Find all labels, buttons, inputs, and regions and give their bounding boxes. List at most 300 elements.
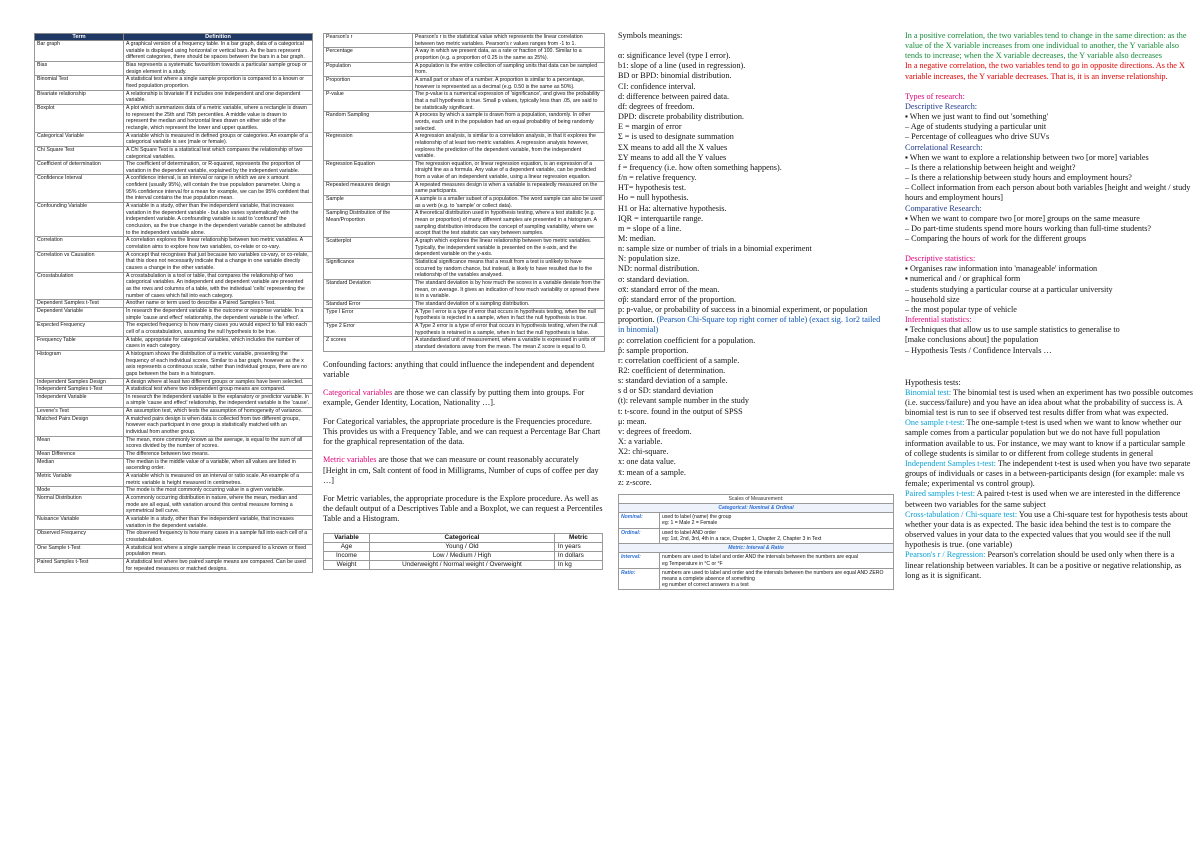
scale-desc xyxy=(660,513,894,528)
positive-correlation-note: In a positive correlation, the two variables tend to change in the same direction: as the value of the X variable increases from one individual to another, the Y variable also tends to increase; when the X variable decreases, the Y variable also decreases xyxy=(905,31,1187,61)
metric-note xyxy=(323,455,605,485)
symbol-item: σ: standard deviation. xyxy=(618,274,690,284)
table-cell: In years xyxy=(554,542,602,551)
table-row xyxy=(324,160,605,181)
inferential-statistics-list xyxy=(905,325,1193,355)
metric-text: are those that we can measure or count reasonably accurately [Height in cm, Salt content of food in Milligrams, Number of cups of coffee per day …] xyxy=(323,455,599,485)
scale-desc xyxy=(660,568,894,590)
glossary-definition: A regression analysis, is similar to a correlation analysis, in that it explores the relationship of at least two metric variables. A regression analysis however, explores the prediction of the dependent variable, from the independent variable. xyxy=(413,133,605,161)
symbol-item: s d or SD: standard deviation xyxy=(618,386,714,396)
scale-line: numbers are used to label and order AND the intervals between the numbers are equal xyxy=(662,554,858,561)
table-row xyxy=(35,104,313,132)
symbols-title: Symbols meanings: xyxy=(618,31,683,40)
glossary-definition: A Chi Square Test is a statistical test which compares the relationship of two categorical variables. xyxy=(124,146,313,160)
glossary-definition: Another name or term used to describe a Paired Samples t-Test. xyxy=(124,300,313,308)
correlational-research-title: Correlational Research: xyxy=(905,142,983,152)
glossary-left xyxy=(34,33,313,573)
glossary-definition: In research the dependent variable is the outcome or response variable. In a simple 'cause and effect' relationship, the dependent variable is the 'effect'. xyxy=(124,307,313,321)
symbol-p-text: p: p-value, or probability of success in a binomial experiment, or population proportion. xyxy=(618,305,868,325)
symbol-item: df: degrees of freedom. xyxy=(618,101,695,111)
table-row xyxy=(35,495,313,516)
scales-metric-header: Metric: Interval & Ratio xyxy=(619,544,894,553)
scale-desc xyxy=(660,528,894,543)
table-row xyxy=(35,161,313,175)
inferential-statistics-title: Inferential statistics: xyxy=(905,315,972,325)
table-row xyxy=(324,279,605,300)
table-row xyxy=(35,378,313,386)
symbol-item: Σ = is used to designate summation xyxy=(618,132,734,142)
symbol-item: DPD: discrete probability distribution. xyxy=(618,112,744,122)
glossary-right-body xyxy=(324,34,605,352)
symbol-item: p̂: sample proportion. xyxy=(618,345,689,355)
symbol-item: X2: chi-square. xyxy=(618,447,669,457)
scale-example: eg: 1st, 2nd, 3rd, 4th in a race, Chapter 1, Chapter 2, Chapter 3 in Text xyxy=(662,535,822,542)
glossary-definition: A Type 2 error is a type of error that occurs in hypothesis testing, when the null hypothesis is retained in a sample, when in fact the null hypothesis is false. xyxy=(413,322,605,336)
table-row xyxy=(35,350,313,378)
glossary-definition: Bias represents a systematic favouritism towards a particular sample group or design element in a study. xyxy=(124,61,313,75)
glossary-definition: A variable which is measured in defined groups or categories. An example of a categorical variable is sex (male or female). xyxy=(124,132,313,146)
glossary-definition: A confidence interval, is an interval or range in which we are x amount confident (usually 95%), will contain the true population parameter. Using a 95% confidence interval for a mean for example, we can be 95% confident that the interval contains the true population mean. xyxy=(124,175,313,203)
table-row xyxy=(324,210,605,238)
hypothesis-test-text: Pearson's correlation should be used only when there is a linear relationship between variables. It can be a positive or negative relationship, as long as it is significant. xyxy=(905,550,1182,580)
glossary-definition: Pearson's r is the statistical value which represents the linear correlation between two metric variables. Pearson's r values ranges from -1 to 1. xyxy=(413,34,605,48)
glossary-right-table xyxy=(323,33,605,352)
list-item: – Collect information from each person about both variables [height and weight / study hours and employment hours] xyxy=(905,183,1191,203)
scale-line: numbers are used to label and order and the intervals between the numbers are equal AND ZERO means a complete absence of something xyxy=(662,569,884,582)
symbol-item: ΣY means to add all the Y values xyxy=(618,152,727,162)
hypothesis-test-item xyxy=(905,510,1193,551)
list-item: – Hypothesis Tests / Confidence Intervals … xyxy=(905,345,1052,355)
symbol-item: BD or BPD: binomial distribution. xyxy=(618,71,732,81)
symbol-item: x̄: mean of a sample. xyxy=(618,467,686,477)
glossary-definition: The expected frequency is how many cases you would expect to fall into each cell of a crosstabulation, assuming the null hypothesis to be true. xyxy=(124,322,313,336)
glossary-term: Observed Frequency xyxy=(35,530,124,544)
list-item: [make conclusions about] the population xyxy=(905,335,1039,345)
glossary-definition: A small part or share of a number. A proportion is similar to a percentage, however is represented as a decimal (e.g. 0.50 is the same as 50%). xyxy=(413,76,605,90)
table-row xyxy=(324,48,605,62)
glossary-definition: A graph which explores the linear relationship between two metric variables. Typically, the independent variable is presented on the x-axis, and the dependent variable on the y-axis. xyxy=(413,238,605,259)
list-item: ▪ Techniques that allow us to use sample statistics to generalise to xyxy=(905,325,1120,335)
glossary-term: Confounding Variable xyxy=(35,203,124,237)
glossary-definition: A crosstabulation is a tool or table, that compares the relationship of two categorical variables. An independent and dependent variable are presented as the rows and columns of a table, with the individual 'cells' representing the number of cases which fall into each category. xyxy=(124,272,313,300)
variable-notes xyxy=(323,360,605,525)
glossary-right xyxy=(323,33,605,570)
glossary-left-header xyxy=(35,34,313,41)
glossary-term: Regression Equation xyxy=(324,160,413,181)
symbol-item: IQR = interquartile range. xyxy=(618,213,704,223)
glossary-definition: The observed frequency is how many cases in a sample fall into each cell of a crosstabulation. xyxy=(124,530,313,544)
table-row xyxy=(324,62,605,76)
scales-title-row xyxy=(619,494,894,503)
table-row xyxy=(35,175,313,203)
list-item: – household size xyxy=(905,294,960,304)
glossary-term: Confidence Interval xyxy=(35,175,124,203)
variable-col-header: Variable xyxy=(324,533,370,542)
glossary-term: Paired Samples t-Test xyxy=(35,558,124,572)
glossary-term: Standard Error xyxy=(324,300,413,308)
glossary-term: Correlation xyxy=(35,237,124,251)
table-row xyxy=(35,203,313,237)
table-row xyxy=(35,393,313,407)
table-row xyxy=(324,300,605,308)
glossary-definition: A process by which a sample is drawn from a population, randomly. In other words, each unit in the population had an equal probability of being randomly selected. xyxy=(413,112,605,133)
scale-label: Interval: xyxy=(619,553,660,568)
table-row xyxy=(35,415,313,436)
table-row xyxy=(324,133,605,161)
categorical-text: are those we can classify by putting them into groups. For example, Gender Identity, Location, Nationality …]. xyxy=(323,388,585,408)
list-item: – the most popular type of vehicle xyxy=(905,304,1017,314)
symbol-item: M: median. xyxy=(618,233,656,243)
glossary-term: Scatterplot xyxy=(324,238,413,259)
glossary-term: Crosstabulation xyxy=(35,272,124,300)
glossary-term: Sample xyxy=(324,196,413,210)
symbol-item: f = frequency (i.e. how often something happens). xyxy=(618,162,782,172)
glossary-term: Categorical Variable xyxy=(35,132,124,146)
glossary-term: Expected Frequency xyxy=(35,322,124,336)
table-row xyxy=(35,451,313,459)
glossary-definition: A variable in a study, other than the independent variable, that increases variation in the dependent variable. xyxy=(124,515,313,529)
table-row xyxy=(35,458,313,472)
glossary-term: Frequency Table xyxy=(35,336,124,350)
symbol-item: b1: slope of a line (used in regression). xyxy=(618,61,746,71)
symbol-item: f/n = relative frequency. xyxy=(618,173,697,183)
symbol-item: ρ: correlation coefficient for a population. xyxy=(618,335,756,345)
correlational-research-list xyxy=(905,153,1193,204)
table-row xyxy=(35,436,313,450)
table-row xyxy=(324,112,605,133)
glossary-term: Mean Difference xyxy=(35,451,124,459)
glossary-term: P-value xyxy=(324,91,413,112)
glossary-definition: The regression equation, or linear regression equation, is an expression of a straight line as a formula. Any value of a dependent variable, can be predicted from a value of an independent variable, using a linear regression equation. xyxy=(413,160,605,181)
table-row xyxy=(35,544,313,558)
table-row xyxy=(324,34,605,48)
glossary-term: Correlation vs Causation xyxy=(35,251,124,272)
glossary-term: Population xyxy=(324,62,413,76)
table-row xyxy=(324,308,605,322)
hypothesis-test-item xyxy=(905,550,1193,580)
glossary-term: Type I Error xyxy=(324,308,413,322)
table-row xyxy=(619,528,894,543)
table-row xyxy=(35,530,313,544)
hypothesis-test-name: Independent Samples t-test: xyxy=(905,458,996,468)
glossary-term: Normal Distribution xyxy=(35,495,124,516)
glossary-term: Type 2 Error xyxy=(324,322,413,336)
glossary-term: Coefficient of determination xyxy=(35,161,124,175)
glossary-definition: A histogram shows the distribution of a metric variable, presenting the frequency of each individual scores. Similar to a bar graph, however as the x axis represents a continuous scale, rather than individual groups, there are no gaps between the bars in a histogram. xyxy=(124,350,313,378)
table-row xyxy=(35,61,313,75)
glossary-term: Levene's Test xyxy=(35,408,124,416)
symbol-item: α: significance level (type I error). xyxy=(618,51,731,61)
glossary-definition: The standard deviation of a sampling distribution. xyxy=(413,300,605,308)
research-notes-column xyxy=(905,31,1193,581)
list-item: – Age of students studying a particular unit xyxy=(905,122,1047,132)
comparative-research-list xyxy=(905,214,1193,244)
symbol-item: R2: coefficient of determination. xyxy=(618,366,726,375)
table-row xyxy=(619,513,894,528)
table-cell: Age xyxy=(324,542,370,551)
symbol-item: CI: confidence interval. xyxy=(618,81,696,91)
hypothesis-test-name: Pearson's r / Regression: xyxy=(905,550,986,560)
glossary-definition: A population is the entire collection of sampling units that data can be sampled from. xyxy=(413,62,605,76)
list-item: – Do part-time students spend more hours working than full-time students? xyxy=(905,223,1152,233)
metric-col-header: Metric xyxy=(554,533,602,542)
symbol-item: m = slope of a line. xyxy=(618,223,682,233)
glossary-definition: A variable in a study, other than the independent variable, that increases variation in the dependent variable - but also varies systematically with the independent variable. A confounding variable is said to 'confound' the conclusion, as the true change in the dependent variable cannot be attributed to the independent variable alone. xyxy=(124,203,313,237)
symbol-item: d: difference between paired data. xyxy=(618,91,730,101)
symbol-item: x: one data value. xyxy=(618,457,676,467)
hypothesis-test-text: The binomial test is used when an experiment has two possible outcomes (i.e. success/failure) and you have an idea about what the probability of success is. A binomial test is run to see if observed test results differ from what was expected. xyxy=(905,387,1193,418)
glossary-definition: A statistical test where two paired sample means are compared. Can be used for repeated measures or matched designs. xyxy=(124,558,313,572)
table-row xyxy=(35,515,313,529)
table-row xyxy=(35,272,313,300)
scales-cat-row xyxy=(619,504,894,513)
glossary-definition: The difference between two means. xyxy=(124,451,313,459)
table-row xyxy=(35,132,313,146)
glossary-term: Percentage xyxy=(324,48,413,62)
table-cell: Weight xyxy=(324,560,370,569)
table-row xyxy=(324,238,605,259)
glossary-term: Sampling Distribution of the Mean/Proportion xyxy=(324,210,413,238)
glossary-term: Bias xyxy=(35,61,124,75)
scales-categorical-header: Categorical: Nominal & Ordinal xyxy=(619,504,894,513)
confounding-note: Confounding factors: anything that could influence the independent and dependent variable xyxy=(323,359,595,379)
table-row xyxy=(35,408,313,416)
glossary-definition: A sample is a smaller subset of a population. The word sample can also be used as a verb (e.g. to 'sample' or collect data). xyxy=(413,196,605,210)
symbol-item: Ho = null hypothesis. xyxy=(618,193,689,203)
table-cell: Low / Medium / High xyxy=(369,551,554,560)
glossary-definition: A plot which summarizes data of a metric variable, where a rectangle is drawn to represent the 25th and 75th percentiles. A middle value is drawn to represent the median and horizontal lines drawn on either side of the rectangle, which represent the lower and upper quartiles. xyxy=(124,104,313,132)
glossary-term: Random Sampling xyxy=(324,112,413,133)
glossary-term: Independent Samples t-Test xyxy=(35,386,124,394)
table-row xyxy=(324,560,603,569)
symbol-item: v: degrees of freedom. xyxy=(618,426,692,436)
scale-label: Nominal: xyxy=(619,513,660,528)
types-of-research-title: Types of research: xyxy=(905,91,965,101)
list-item: ▪ When we want to explore a relationship between two [or more] variables xyxy=(905,152,1149,162)
glossary-definition: A theoretical distribution used in hypothesis testing, where a test statistic (e.g. mean or proportion) of many different samples are presented in a histogram. A sampling distribution introduces the concept of sampling variability, where we accept that the test statistic can vary between samples. xyxy=(413,210,605,238)
glossary-term: Standard Deviation xyxy=(324,279,413,300)
symbol-item: σp̂: standard error of the proportion. xyxy=(618,294,737,304)
categorical-term: Categorical variables xyxy=(323,388,393,398)
scale-example: eg: 1 = Male 2 = Female xyxy=(662,520,718,527)
table-cell: In dollars xyxy=(554,551,602,560)
glossary-term: Independent Variable xyxy=(35,393,124,407)
symbol-item: H1 or Ha: alternative hypothesis. xyxy=(618,203,727,213)
glossary-definition: A way in which we present data, as a rate or fraction of 100. Similar to a proportion (e.g. a proportion of 0.25 is the same as 25%). xyxy=(413,48,605,62)
table-row xyxy=(35,558,313,572)
table-row xyxy=(35,336,313,350)
table-row xyxy=(324,181,605,195)
scales-title: Scales of Measurement: xyxy=(619,494,894,503)
list-item: – Is there a relationship between study hours and employment hours? xyxy=(905,173,1132,183)
glossary-term: Metric Variable xyxy=(35,473,124,487)
negative-correlation-note: In a negative correlation, the two variables tend to go in opposite directions. As the X variable increases, the Y variable decreases. That is, it is an inverse relationship. xyxy=(905,61,1185,81)
descriptive-research-list xyxy=(905,112,1193,142)
table-cell: Young / Old xyxy=(369,542,554,551)
table-row xyxy=(324,337,605,351)
table-row xyxy=(324,551,603,560)
glossary-definition: A matched pairs design is when data is collected from two different groups, however each participant in one group is statistically matched with an individual from another group. xyxy=(124,415,313,436)
glossary-definition: A graphical version of a frequency table. In a bar graph, data of a categorical variable is displayed using horizontal or vertical bars. As the bars represent different categories, there should be spaces between the bars in a bar graph. xyxy=(124,41,313,62)
table-row xyxy=(35,300,313,308)
glossary-definition: A correlation explores the linear relationship between two metric variables. A correlation aims to explore how two variables, co-relate or co-vary. xyxy=(124,237,313,251)
table-row xyxy=(619,553,894,568)
table-row xyxy=(35,251,313,272)
variable-types-table xyxy=(323,533,603,570)
table-row xyxy=(35,487,313,495)
table-row xyxy=(324,196,605,210)
glossary-definition: A relationship is bivariate if it includes one independent and one dependent variable. xyxy=(124,90,313,104)
list-item: – Percentage of colleagues who drive SUVs xyxy=(905,132,1050,142)
list-item: – Is there a relationship between height and weight? xyxy=(905,162,1076,172)
glossary-term: Mode xyxy=(35,487,124,495)
scale-label: Ordinal: xyxy=(619,528,660,543)
hypothesis-test-item xyxy=(905,489,1193,509)
glossary-term: Independent Samples Design xyxy=(35,378,124,386)
glossary-definition: A table, appropriate for categorical variables, which includes the number of cases in each category. xyxy=(124,336,313,350)
glossary-term: Median xyxy=(35,458,124,472)
hypothesis-test-name: Binomial test: xyxy=(905,387,952,397)
symbols-list-2 xyxy=(618,336,888,488)
scales-metric-row xyxy=(619,544,894,553)
table-row xyxy=(35,41,313,62)
glossary-term: One Sample t-Test xyxy=(35,544,124,558)
table-cell: Underweight / Normal weight / Overweight xyxy=(369,560,554,569)
table-cell: In kg xyxy=(554,560,602,569)
hypothesis-test-item xyxy=(905,388,1193,418)
table-row xyxy=(35,76,313,90)
glossary-term: Dependent Variable xyxy=(35,307,124,321)
glossary-definition: A statistical test where two independent group means are compared. xyxy=(124,386,313,394)
hypothesis-test-name: Paired samples t-test: xyxy=(905,489,976,499)
scale-line: used to label (name) the group xyxy=(662,514,732,521)
categorical-note xyxy=(323,388,605,408)
glossary-term: Mean xyxy=(35,436,124,450)
symbol-item: n: sample size or number of trials in a binomial experiment xyxy=(618,244,812,254)
comparative-research-title: Comparative Research: xyxy=(905,203,982,213)
definition-header: Definition xyxy=(124,34,313,41)
glossary-term: Bar graph xyxy=(35,41,124,62)
descriptive-statistics-list xyxy=(905,264,1193,315)
symbol-item: ΣX means to add all the X values xyxy=(618,142,728,152)
table-row xyxy=(35,307,313,321)
symbol-p-note: (Pearson Chi-Square top right corner of table) (exact sig. 1or2 tailed in binomial) xyxy=(618,315,881,335)
scale-example: eg Temperature in °C or °F xyxy=(662,560,723,567)
glossary-term: Repeated measures design xyxy=(324,181,413,195)
table-cell: Income xyxy=(324,551,370,560)
symbol-item: r: correlation coefficient of a sample. xyxy=(618,355,740,365)
scales-table xyxy=(618,494,894,590)
descriptive-research-title: Descriptive Research: xyxy=(905,101,978,111)
glossary-definition: The coefficient of determination, or R-squared, represents the proportion of variation in the dependent variable, explained by the independent variable. xyxy=(124,161,313,175)
glossary-definition: A statistical test where a single sample mean is compared to a known or fixed population mean. xyxy=(124,544,313,558)
list-item: – students studying a particular course at a particular university xyxy=(905,284,1113,294)
glossary-definition: In research the independent variable is the explanatory or predictor variable. In a simple 'cause and effect' relationship, the independent variable is the 'cause'. xyxy=(124,393,313,407)
list-item: ▪ When we just want to find out 'something' xyxy=(905,112,1049,122)
scale-label: Ratio: xyxy=(619,568,660,590)
symbol-item: HT= hypothesis test. xyxy=(618,183,687,193)
glossary-definition: A repeated measures design is when a variable is repeatedly measured on the same participants. xyxy=(413,181,605,195)
hypothesis-test-name: Cross-tabulation / Chi-square test: xyxy=(905,509,1018,519)
table-row xyxy=(324,259,605,280)
hypothesis-test-item xyxy=(905,459,1193,489)
table-row xyxy=(35,322,313,336)
descriptive-statistics-title: Descriptive statistics: xyxy=(905,254,976,264)
symbol-item: ND: normal distribution. xyxy=(618,264,700,274)
glossary-definition: The mean, more commonly known as the average, is equal to the sum of all scores divided by the number of scores. xyxy=(124,436,313,450)
glossary-term: Dependent Samples t-Test xyxy=(35,300,124,308)
metric-term: Metric variables xyxy=(323,455,377,465)
glossary-term: Significance xyxy=(324,259,413,280)
glossary-term: Bivariate relationship xyxy=(35,90,124,104)
symbol-item: X: a variable. xyxy=(618,437,663,447)
glossary-term: Binomial Test xyxy=(35,76,124,90)
glossary-definition: The p-value is a numerical expression of 'significance', and gives the probability that a null hypothesis is true. Small p values, typically less than .05, are said to be statistically significant. xyxy=(413,91,605,112)
glossary-term: Chi Square Test xyxy=(35,146,124,160)
glossary-definition: A statistical test where a single sample proportion is compared to a known or fixed population proportion. xyxy=(124,76,313,90)
table-row xyxy=(35,237,313,251)
symbol-p-item xyxy=(618,305,888,335)
scale-desc xyxy=(660,553,894,568)
hypothesis-tests-list xyxy=(905,388,1193,581)
table-row xyxy=(35,386,313,394)
glossary-left-body xyxy=(35,41,313,573)
symbol-item: t: t-score. found in the output of SPSS xyxy=(618,406,743,416)
glossary-definition: The median is the middle value of a variable, when all values are listed in ascending order. xyxy=(124,458,313,472)
glossary-term: Z scores xyxy=(324,337,413,351)
glossary-definition: A design where at least two different groups or samples have been selected. xyxy=(124,378,313,386)
glossary-definition: A concept that recognises that just because two variables co-vary, or co-relate, that this does not necessarily indicate that a change in one variable directly causes a change in the other variable. xyxy=(124,251,313,272)
categorical-col-header: Categorical xyxy=(369,533,554,542)
term-header: Term xyxy=(35,34,124,41)
table-row xyxy=(35,90,313,104)
list-item: – Comparing the hours of work for the different groups xyxy=(905,233,1087,243)
symbol-item: z: z-score. xyxy=(618,477,652,487)
glossary-definition: An assumption test, which tests the assumption of homogeneity of variance. xyxy=(124,408,313,416)
symbols-column xyxy=(618,31,888,590)
table-row xyxy=(35,146,313,160)
categorical-procedure: For Categorical variables, the appropriate procedure is the Frequencies procedure. This provides us with a Frequency Table, and we can request a Percentage Bar Chart for the graphical representation of the data. xyxy=(323,416,601,447)
table-row xyxy=(35,473,313,487)
hypothesis-test-name: One sample t-test: xyxy=(905,418,965,428)
list-item: ▪ Organises raw information into 'manageable' information xyxy=(905,264,1098,274)
glossary-definition: A Type I error is a type of error that occurs in hypothesis testing, when the null hypothesis is rejected in a sample, when in fact the null hypothesis is true. xyxy=(413,308,605,322)
hypothesis-test-text: The independent t-test is used when you have two separate groups of individuals or cases in a between-participants design (for example: male vs female; experimental vs control group). xyxy=(905,458,1191,489)
list-item: ▪ When we want to compare two [or more] groups on the same measure xyxy=(905,213,1140,223)
symbol-item: (t): relevant sample number in the study xyxy=(618,396,749,406)
scale-example: eg number of correct answers in a test xyxy=(662,582,749,589)
glossary-term: Nuisance Variable xyxy=(35,515,124,529)
glossary-definition: The mode is the most commonly occurring value in a given variable. xyxy=(124,487,313,495)
symbol-item: μ: mean. xyxy=(618,416,647,426)
glossary-term: Histogram xyxy=(35,350,124,378)
scale-line: used to label AND order xyxy=(662,529,717,536)
hypothesis-test-text: A paired t-test is used when we are interested in the difference between two variables for the same subject xyxy=(905,489,1181,509)
symbol-item: E = margin of error xyxy=(618,122,682,132)
hypothesis-test-text: You use a Chi-square test for hypothesis tests about whether your data is as expected. The basic idea behind the test is to compare the observed values in your data to the expected values that you would see if the null hypothesis is true. (one variable) xyxy=(905,509,1188,550)
glossary-definition: Statistical significance means that a result from a test is unlikely to have occurred by random chance, but instead, is likely to have resulted due to the relationship of the variables analysed. xyxy=(413,259,605,280)
table-row xyxy=(324,91,605,112)
table-row xyxy=(324,76,605,90)
metric-procedure: For Metric variables, the appropriate procedure is the Explore procedure. As well as the default output of a Descriptives Table and a Boxplot, we can request a Percentiles Table and a Histogram. xyxy=(323,494,603,524)
glossary-term: Boxplot xyxy=(35,104,124,132)
symbol-item: s: standard deviation of a sample. xyxy=(618,376,728,386)
symbol-item: σx̄: standard error of the mean. xyxy=(618,284,720,294)
glossary-definition: The standard deviation is by how much the scores in a variable deviate from the mean, on average. It gives an indication of how much variability or spread there is in a variable. xyxy=(413,279,605,300)
hypothesis-test-text: The one-sample t-test is used when we want to know whether our sample comes from a particular population but we do not have full population information available to us. For instance, we may want to know if a particular sample of college students is similar to or different from college students in general xyxy=(905,418,1186,458)
glossary-term: Proportion xyxy=(324,76,413,90)
glossary-term: Pearson's r xyxy=(324,34,413,48)
